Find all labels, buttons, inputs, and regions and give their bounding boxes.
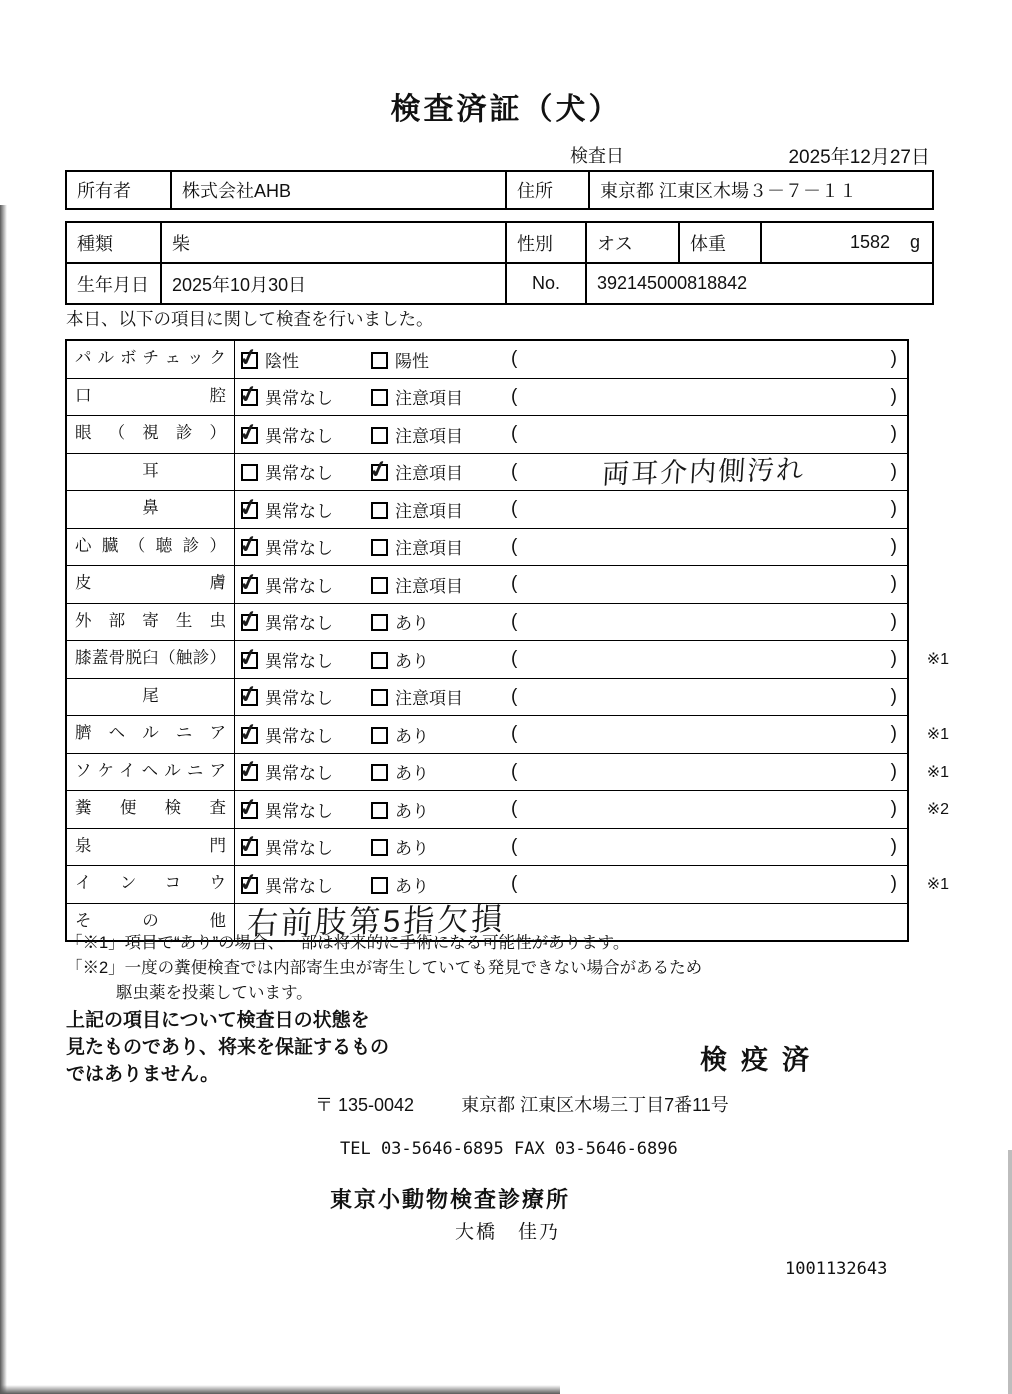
option-1-label: 異常なし bbox=[265, 839, 333, 859]
info-table bbox=[65, 221, 934, 305]
row-content bbox=[235, 572, 907, 597]
row-content bbox=[235, 422, 907, 447]
scan-edge-left bbox=[0, 205, 7, 1394]
option-2 bbox=[371, 872, 511, 897]
paren-open: ( bbox=[511, 423, 518, 445]
option-2-label: 注意項目 bbox=[395, 426, 463, 446]
page-title: 検査済証（犬） bbox=[390, 93, 622, 126]
item-label: 糞便検査 bbox=[67, 791, 235, 828]
table-row bbox=[67, 716, 949, 754]
option-2 bbox=[371, 459, 511, 484]
item-label: インコウ bbox=[67, 866, 235, 903]
handwritten-finding bbox=[517, 804, 890, 814]
option-2 bbox=[371, 759, 511, 784]
owner-row bbox=[67, 172, 932, 208]
reference-mark: ※2 bbox=[926, 801, 949, 818]
row-content bbox=[235, 872, 907, 897]
paren-close: ) bbox=[890, 535, 897, 557]
option-1 bbox=[241, 722, 371, 747]
paren-open: ( bbox=[511, 648, 518, 670]
sex-value: オス bbox=[587, 223, 680, 262]
paren-open: ( bbox=[511, 685, 518, 707]
option-2-label: 注意項目 bbox=[395, 689, 463, 709]
option-2-label: あり bbox=[395, 839, 429, 859]
intro-text: 本日、以下の項目に関して検査を行いました。 bbox=[66, 309, 434, 329]
option-2-label: 注意項目 bbox=[395, 539, 463, 559]
scan-edge-right bbox=[1008, 1150, 1012, 1394]
checkbox-icon bbox=[241, 877, 258, 894]
item-label: 心臓（聴診） bbox=[67, 529, 235, 566]
row-content bbox=[235, 384, 907, 409]
table-row bbox=[67, 679, 907, 717]
option-2-label: あり bbox=[395, 651, 429, 671]
checkbox-icon bbox=[371, 464, 388, 481]
paren-close: ) bbox=[890, 423, 897, 445]
item-label: ソケイヘルニア bbox=[67, 754, 235, 791]
handwritten-finding bbox=[517, 654, 890, 664]
option-2-label: あり bbox=[395, 764, 429, 784]
checkbox-icon bbox=[371, 764, 388, 781]
tel-fax-line: TEL 03-5646-6895 FAX 03-5646-6896 bbox=[340, 1139, 678, 1159]
note-2-line2: 駆虫薬を投薬しています。 bbox=[116, 984, 313, 1002]
option-2-label: あり bbox=[395, 876, 429, 896]
option-1-label: 異常なし bbox=[265, 614, 333, 634]
option-1-label: 異常なし bbox=[265, 576, 333, 596]
checkbox-icon bbox=[241, 427, 258, 444]
disclaimer bbox=[66, 1007, 389, 1088]
handwritten-finding bbox=[517, 579, 890, 589]
checkbox-icon bbox=[371, 839, 388, 856]
no-value: 392145000818842 bbox=[597, 273, 748, 293]
checkbox-icon bbox=[241, 652, 258, 669]
handwritten-finding bbox=[517, 842, 890, 852]
checkbox-icon bbox=[241, 352, 258, 369]
inspection-table bbox=[65, 339, 949, 942]
handwritten-finding bbox=[517, 692, 890, 702]
row-content bbox=[235, 797, 907, 822]
checkbox-icon bbox=[371, 727, 388, 744]
quarantine-stamp: 検疫済 bbox=[700, 1045, 823, 1075]
veterinarian-name: 大橋 佳乃 bbox=[455, 1222, 561, 1243]
table-row bbox=[67, 529, 907, 567]
checkbox-icon bbox=[371, 577, 388, 594]
paren-open: ( bbox=[511, 798, 518, 820]
no-label: No. bbox=[507, 264, 587, 303]
checkbox-icon bbox=[371, 502, 388, 519]
row-content bbox=[235, 834, 907, 859]
handwritten-finding bbox=[517, 617, 890, 627]
option-2 bbox=[371, 797, 511, 822]
option-1 bbox=[241, 797, 371, 822]
paren-open: ( bbox=[511, 760, 518, 782]
option-1 bbox=[241, 534, 371, 559]
table-row bbox=[67, 641, 949, 679]
handwritten-finding bbox=[517, 392, 890, 402]
item-label: 外部寄生虫 bbox=[67, 604, 235, 641]
item-label: 鼻 bbox=[67, 491, 235, 528]
option-2-label: 注意項目 bbox=[395, 501, 463, 521]
table-row bbox=[67, 754, 949, 792]
option-1 bbox=[241, 834, 371, 859]
paren-close: ) bbox=[890, 348, 897, 370]
disclaimer-line3: ではありません。 bbox=[66, 1064, 220, 1085]
handwritten-finding bbox=[517, 729, 890, 739]
option-2 bbox=[371, 684, 511, 709]
birth-row bbox=[67, 262, 932, 303]
option-1 bbox=[241, 459, 371, 484]
option-2 bbox=[371, 497, 511, 522]
weight-label: 体重 bbox=[680, 223, 762, 262]
option-1 bbox=[241, 872, 371, 897]
disclaimer-line2: 見たものであり、将来を保証するもの bbox=[66, 1037, 390, 1058]
table-row bbox=[67, 604, 907, 642]
item-label: 口腔 bbox=[67, 379, 235, 416]
row-content bbox=[235, 722, 907, 747]
checkbox-icon bbox=[241, 614, 258, 631]
address-value: 東京都 江東区木場３－７－１１ bbox=[600, 181, 857, 201]
option-2-label: 注意項目 bbox=[395, 576, 463, 596]
checkbox-icon bbox=[241, 502, 258, 519]
table-row bbox=[67, 379, 907, 417]
option-2 bbox=[371, 422, 511, 447]
option-1-label: 異常なし bbox=[265, 876, 333, 896]
paren-close: ) bbox=[890, 798, 897, 820]
paren-open: ( bbox=[511, 385, 518, 407]
row-content bbox=[235, 497, 907, 522]
item-label: 尾 bbox=[67, 679, 235, 716]
checkbox-icon bbox=[371, 802, 388, 819]
paren-open: ( bbox=[511, 348, 518, 370]
handwritten-finding bbox=[517, 879, 890, 889]
paren-close: ) bbox=[890, 723, 897, 745]
sex-label: 性別 bbox=[507, 223, 587, 262]
option-1-label: 異常なし bbox=[265, 651, 333, 671]
item-label: 皮膚 bbox=[67, 566, 235, 603]
note-1: 「※1」項目で“あり”の場合、一部は将来的に手術になる可能性があります。 bbox=[66, 934, 630, 952]
checkbox-icon bbox=[371, 427, 388, 444]
scan-edge-bottom bbox=[0, 1385, 560, 1394]
option-1 bbox=[241, 609, 371, 634]
option-1 bbox=[241, 422, 371, 447]
item-label: その他 bbox=[67, 904, 235, 941]
handwritten-finding bbox=[517, 429, 890, 439]
checkbox-icon bbox=[371, 652, 388, 669]
reference-mark: ※1 bbox=[926, 763, 949, 781]
option-2 bbox=[371, 834, 511, 859]
option-1-label: 陰性 bbox=[265, 351, 299, 371]
option-1 bbox=[241, 684, 371, 709]
option-2 bbox=[371, 347, 511, 372]
option-1-label: 異常なし bbox=[265, 464, 333, 484]
clinic-address: 東京都 江東区木場三丁目7番11号 bbox=[461, 1095, 729, 1115]
checkbox-icon bbox=[371, 389, 388, 406]
option-2-label: 注意項目 bbox=[395, 389, 463, 409]
row-content bbox=[235, 455, 907, 489]
option-1 bbox=[241, 347, 371, 372]
table-row bbox=[67, 829, 907, 867]
option-2 bbox=[371, 384, 511, 409]
item-label: 耳 bbox=[67, 454, 235, 491]
option-1-label: 異常なし bbox=[265, 726, 333, 746]
paren-open: ( bbox=[511, 835, 518, 857]
paren-close: ) bbox=[890, 835, 897, 857]
paren-close: ) bbox=[890, 648, 897, 670]
reference-mark: ※1 bbox=[926, 876, 949, 893]
serial-number: 1001132643 bbox=[785, 1259, 888, 1279]
table-row bbox=[67, 454, 907, 492]
paren-close: ) bbox=[890, 873, 897, 895]
item-label: 泉門 bbox=[67, 829, 235, 866]
checkbox-icon bbox=[241, 577, 258, 594]
paren-close: ) bbox=[890, 385, 897, 407]
checkbox-icon bbox=[241, 839, 258, 856]
option-1 bbox=[241, 759, 371, 784]
reference-mark: ※1 bbox=[926, 726, 949, 743]
paren-close: ) bbox=[890, 573, 897, 595]
handwritten-other: 右前肢第5指欠損 bbox=[246, 901, 507, 941]
table-row bbox=[67, 341, 907, 379]
paren-open: ( bbox=[511, 873, 518, 895]
postal-address-line bbox=[315, 1091, 729, 1117]
birth-label: 生年月日 bbox=[67, 264, 162, 303]
option-2-label: あり bbox=[395, 726, 429, 746]
handwritten-finding bbox=[517, 542, 890, 552]
option-2-label: あり bbox=[395, 614, 429, 634]
option-2-label: あり bbox=[395, 801, 429, 821]
row-content bbox=[235, 534, 907, 559]
breed-row bbox=[67, 223, 932, 262]
checkbox-icon bbox=[241, 389, 258, 406]
paren-open: ( bbox=[511, 723, 518, 745]
handwritten-finding bbox=[517, 767, 890, 777]
row-content bbox=[235, 647, 907, 672]
birth-value: 2025年10月30日 bbox=[162, 264, 507, 303]
checkbox-icon bbox=[241, 727, 258, 744]
option-2 bbox=[371, 647, 511, 672]
item-label: 臍ヘルニア bbox=[67, 716, 235, 753]
checkbox-icon bbox=[371, 877, 388, 894]
table-row bbox=[67, 866, 949, 904]
disclaimer-line1: 上記の項目について検査日の状態を bbox=[66, 1010, 370, 1031]
note-2-line1: 「※2」一度の糞便検査では内部寄生虫が寄生していても発見できない場合があるため bbox=[66, 959, 703, 977]
option-1 bbox=[241, 497, 371, 522]
checkbox-icon bbox=[371, 352, 388, 369]
owner-label: 所有者 bbox=[67, 172, 172, 208]
checkbox-icon bbox=[241, 802, 258, 819]
paren-close: ) bbox=[890, 498, 897, 520]
item-label: パルボチェック bbox=[67, 341, 235, 378]
table-row bbox=[67, 566, 907, 604]
weight-unit: g bbox=[909, 232, 920, 252]
checkbox-icon bbox=[241, 539, 258, 556]
option-1-label: 異常なし bbox=[265, 801, 333, 821]
paren-open: ( bbox=[511, 535, 518, 557]
option-1-label: 異常なし bbox=[265, 764, 333, 784]
option-1 bbox=[241, 384, 371, 409]
table-row bbox=[67, 791, 949, 829]
table-row bbox=[67, 416, 907, 454]
paren-open: ( bbox=[511, 610, 518, 632]
breed-value: 柴 bbox=[162, 223, 507, 262]
checkbox-icon bbox=[371, 614, 388, 631]
option-2 bbox=[371, 572, 511, 597]
option-2 bbox=[371, 609, 511, 634]
checkbox-icon bbox=[241, 464, 258, 481]
weight-value: 1582 bbox=[849, 232, 890, 252]
item-label: 眼（視診） bbox=[67, 416, 235, 453]
handwritten-finding bbox=[517, 504, 890, 514]
paren-close: ) bbox=[890, 460, 897, 482]
row-content bbox=[235, 684, 907, 709]
weight-cell bbox=[762, 223, 932, 262]
option-1-label: 異常なし bbox=[265, 389, 333, 409]
paren-close: ) bbox=[890, 760, 897, 782]
reference-mark: ※1 bbox=[926, 651, 949, 668]
row-content bbox=[235, 347, 907, 372]
checkbox-icon bbox=[241, 764, 258, 781]
option-1 bbox=[241, 572, 371, 597]
address-label: 住所 bbox=[507, 172, 590, 208]
breed-label: 種類 bbox=[67, 223, 162, 262]
inspection-date-label: 検査日 bbox=[570, 146, 624, 166]
paren-close: ) bbox=[890, 685, 897, 707]
owner-table bbox=[65, 170, 934, 210]
option-1-label: 異常なし bbox=[265, 689, 333, 709]
option-1 bbox=[241, 647, 371, 672]
paren-close: ) bbox=[890, 610, 897, 632]
item-label: 膝蓋骨脱臼（触診） bbox=[67, 641, 235, 678]
paren-open: ( bbox=[511, 460, 518, 482]
checkbox-icon bbox=[371, 539, 388, 556]
option-2-label: 陽性 bbox=[395, 351, 429, 371]
option-1-label: 異常なし bbox=[265, 501, 333, 521]
option-2 bbox=[371, 534, 511, 559]
option-1-label: 異常なし bbox=[265, 539, 333, 559]
inspection-date-value: 2025年12月27日 bbox=[788, 147, 930, 168]
paren-open: ( bbox=[511, 498, 518, 520]
option-1-label: 異常なし bbox=[265, 426, 333, 446]
row-content bbox=[235, 609, 907, 634]
option-2 bbox=[371, 722, 511, 747]
checkbox-icon bbox=[371, 689, 388, 706]
checkbox-icon bbox=[241, 689, 258, 706]
owner-value: 株式会社AHB bbox=[172, 172, 507, 208]
postal-code: 〒 135-0042 bbox=[315, 1095, 415, 1115]
handwritten-finding bbox=[517, 354, 890, 364]
handwritten-finding: 両耳介内側汚れ bbox=[601, 454, 807, 490]
option-2-label: 注意項目 bbox=[395, 464, 463, 484]
paren-open: ( bbox=[511, 573, 518, 595]
clinic-name: 東京小動物検査診療所 bbox=[330, 1187, 571, 1212]
table-row bbox=[67, 491, 907, 529]
row-content bbox=[235, 759, 907, 784]
